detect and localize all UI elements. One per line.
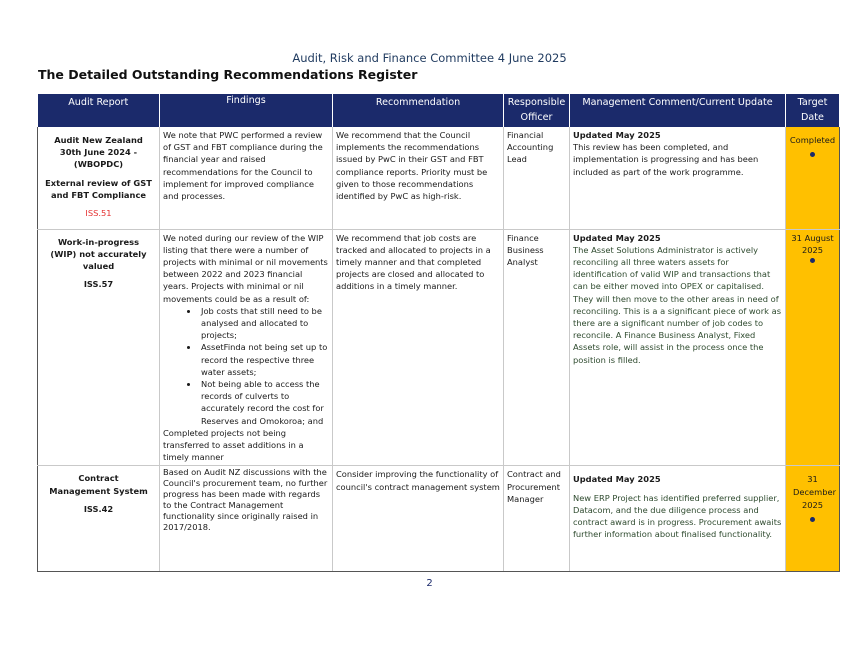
recommendation-cell: Consider improving the functionality of council's contract management system [333, 466, 504, 572]
update-heading: Updated May 2025 [573, 130, 661, 140]
column-header-recommendation: Recommendation [333, 94, 504, 127]
findings-cell: We note that PWC performed a review of GST and FBT compliance during the financial year and raised recommendations for the Council to implement for improved compliance and processes. [160, 127, 333, 229]
officer-cell: Finance Business Analyst [504, 229, 570, 466]
update-cell [570, 466, 786, 572]
column-header-audit-report: Audit Report [38, 94, 160, 127]
audit-report-cell [38, 229, 160, 466]
issue-reference: ISS.42 [83, 503, 114, 514]
table-row [38, 229, 840, 466]
table-row [38, 466, 840, 572]
officer-cell: Contract and Procurement Manager [504, 466, 570, 572]
target-date: 31 August 2025 [791, 232, 834, 255]
findings-cell [160, 229, 333, 466]
column-header-management-comment: Management Comment/Current Update [570, 94, 786, 127]
report-subtitle: External review of GST and FBT Compliance [45, 177, 152, 200]
findings-bullet-list [163, 305, 329, 427]
report-name: Work-in-progress (WIP) not accurately valued [50, 236, 147, 271]
findings-cell: Based on Audit NZ discussions with the Council's procurement team, no further progress has been made with regards to the Contract Management functionality since originally raised in 2017/2018. [160, 466, 333, 572]
list-item: • Job costs that still need to be analysed and allocated to projects; [199, 305, 329, 342]
update-cell [570, 229, 786, 466]
target-date-cell [786, 229, 840, 466]
update-text: This review has been completed, and implementation is progressing and has been included as part of the work programme. [573, 142, 759, 177]
status-dot-icon [810, 152, 815, 157]
audit-report-cell [38, 127, 160, 229]
audit-report-cell [38, 466, 160, 572]
findings-intro: We noted during our review of the WIP listing that there were a number of projects with minimal or nil movements between 2022 and 2023 financial years. Projects with minimal or nil movements could be as a result of: [163, 232, 328, 304]
update-cell [570, 127, 786, 229]
update-text: The Asset Solutions Administrator is actively reconciling all three waters assets for identification of valid WIP and transactions that can be either moved into OPEX or capitalised. They will then move to the other areas in need of reconciling. This is a a significant piece of work as there are a significant number of job codes to reconcile. A Finance Business Analyst, Fixed Assets role, will assist in the process once the position is filled. [573, 244, 782, 365]
findings-outro: Completed projects not being transferred to asset additions in a timely manner [163, 427, 304, 463]
table-header-row [38, 94, 840, 127]
target-date: Completed [789, 135, 836, 145]
status-dot-icon [810, 517, 815, 522]
report-name: Contract Management System [49, 473, 148, 496]
page-number: 2 [426, 578, 433, 589]
issue-reference: ISS.51 [85, 208, 112, 219]
column-header-responsible-officer: Responsible Officer [504, 94, 570, 127]
page-title: The Detailed Outstanding Recommendations Register [38, 67, 418, 82]
table-row [38, 127, 840, 229]
officer-cell: Financial Accounting Lead [504, 127, 570, 229]
status-dot-icon [810, 258, 815, 263]
column-header-findings: Findings [160, 94, 333, 127]
recommendation-cell: We recommend that the Council implements the recommendations issued by PwC in their GST and FBT compliance reports. Priority must be given to those recommendations identified by PwC as high-risk. [333, 127, 504, 229]
update-heading: Updated May 2025 [573, 232, 661, 243]
update-text: New ERP Project has identified preferred supplier, Datacom, and the due diligence process and contract award is in progress. Procurement awaits further information about finalised functionality. [573, 492, 782, 540]
column-header-target-date: Target Date [786, 94, 840, 127]
list-item: • AssetFinda not being set up to record the respective three water assets; [199, 341, 329, 378]
target-date-cell [786, 127, 840, 229]
update-heading: Updated May 2025 [573, 474, 661, 485]
issue-reference: ISS.57 [83, 279, 114, 290]
target-date: 31 December 2025 [793, 474, 837, 511]
target-date-cell [786, 466, 840, 572]
document-header: Audit, Risk and Finance Committee 4 June 2025 [292, 51, 567, 65]
list-item: • Not being able to access the records of culverts to accurately record the cost for Reserves and Omokoroa; and [199, 378, 329, 427]
report-name: Audit New Zealand 30th June 2024 - (WBOPDC) [54, 135, 143, 170]
recommendations-table [37, 94, 840, 572]
recommendation-cell: We recommend that job costs are tracked and allocated to projects in a timely manner and that completed projects are closed and allocated to additions in a timely manner. [333, 229, 504, 466]
